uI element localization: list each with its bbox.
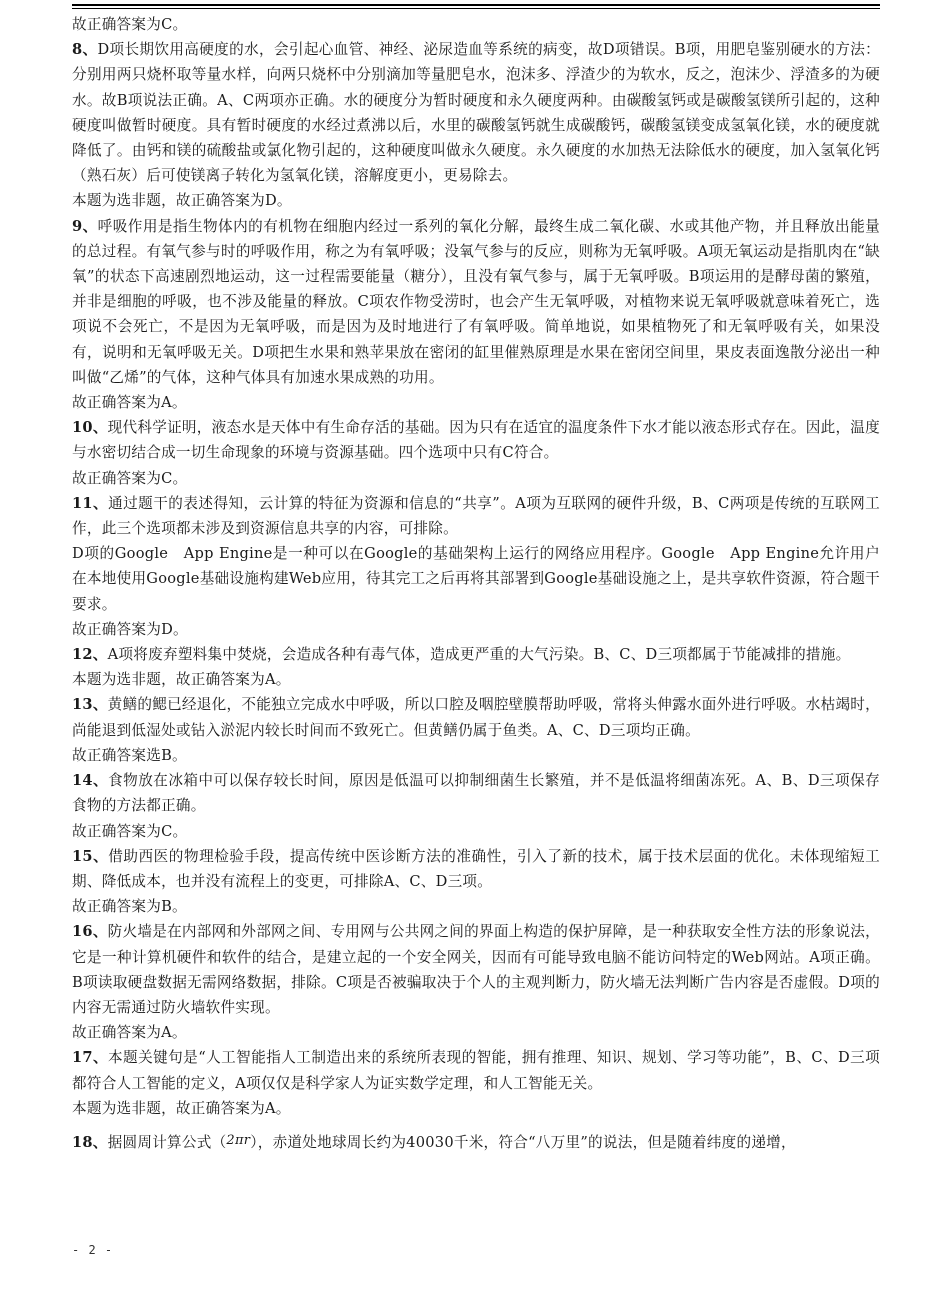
question-text: 食物放在冰箱中可以保存较长时间，原因是低温可以抑制细菌生长繁殖，并不是低温将细菌冻死。A、B、D三项保存食物的方法都正确。 <box>72 772 881 815</box>
question-number: 12、 <box>72 646 108 664</box>
question-10 <box>72 415 880 465</box>
question-number: 13、 <box>72 696 108 714</box>
question-14 <box>72 768 880 818</box>
question-number: 10、 <box>72 419 108 437</box>
question-text: 现代科学证明，液态水是天体中有生命存活的基础。因为只有在适宜的温度条件下水才能以液态形式存在。因此，温度与水密切结合成一切生命现象的环境与资源基础。四个选项中只有C符合。 <box>72 419 880 462</box>
question-number: 8、 <box>72 41 98 59</box>
question-text: D项长期饮用高硬度的水，会引起心血管、神经、泌尿造血等系统的病变，故D项错误。B项，用肥皂鉴别硬水的方法：分别用两只烧杯取等量水样，向两只烧杯中分别滴加等量肥皂水，泡沫多、浮渣少的为软水，反之，泡沫少、浮渣多的为硬水。故B项说法正确。A、C两项亦正确。水的硬度分为暂时硬度和永久硬度两种。由碳酸氢钙或是碳酸氢镁所引起的，这种硬度叫做暂时硬度。具有暂时硬度的水经过煮沸以后，水里的碳酸氢钙就生成碳酸钙，碳酸氢镁变成氢氧化镁，水的硬度就降低了。由钙和镁的硫酸盐或氯化物引起的，这种硬度叫做永久硬度。永久硬度的水加热无法除低水的硬度，加入氢氧化钙（熟石灰）后可使镁离子转化为氢氧化镁，溶解度更小，更易除去。 <box>72 41 880 185</box>
circumference-formula: 2πr <box>226 1132 251 1148</box>
question-text: 呼吸作用是指生物体内的有机物在细胞内经过一系列的氧化分解，最终生成二氧化碳、水或其他产物，并且释放出能量的总过程。有氧气参与时的呼吸作用，称之为有氧呼吸；没氧气参与的反应，则称为无氧呼吸。A项无氧运动是指肌肉在“缺氧”的状态下高速剧烈地运动，这一过程需要能量（糖分），且没有氧气参与，属于无氧呼吸。B项运用的是酵母菌的繁殖，并非是细胞的呼吸，也不涉及能量的释放。C项农作物受涝时，也会产生无氧呼吸，对植物来说无氧呼吸就意味着死亡，选项说不会死亡，不是因为无氧呼吸，而是因为及时地进行了有氧呼吸。简单地说，如果植物死了和无氧呼吸有关，如果没有，说明和无氧呼吸无关。D项把生水果和熟苹果放在密闭的缸里催熟原理是水果在密闭空间里，果皮表面逸散分泌出一种叫做“乙烯”的气体，这种气体具有加速水果成熟的功用。 <box>72 217 881 386</box>
question-text: 借助西医的物理检验手段，提高传统中医诊断方法的准确性，引入了新的技术，属于技术层面的优化。未体现缩短工期、降低成本，也并没有流程上的变更，可排除A、C、D三项。 <box>72 847 880 890</box>
header-rule-thin <box>72 8 880 9</box>
answer-line-13: 故正确答案选B。 <box>72 746 187 764</box>
answer-line-11: 故正确答案为D。 <box>72 620 188 638</box>
question-16 <box>72 919 880 1020</box>
question-text: 通过题干的表述得知，云计算的特征为资源和信息的“共享”。A项为互联网的硬件升级，B、C两项是传统的互联网工作，此三个选项都未涉及到资源信息共享的内容，可排除。 <box>72 494 881 538</box>
header-rule-thick <box>72 4 880 6</box>
answer-line-9: 故正确答案为A。 <box>72 394 187 412</box>
question-number: 16、 <box>72 923 108 941</box>
question-text: 本题关键句是“人工智能指人工制造出来的系统所表现的智能，拥有推理、知识、规划、学习等功能”，B、C、D三项都符合人工智能的定义，A项仅仅是科学家人为证实数学定理，和人工智能无关。 <box>72 1049 880 1092</box>
question-8 <box>72 37 880 188</box>
answer-line-14: 故正确答案为C。 <box>72 822 188 840</box>
question-text: 黄鳝的鳃已经退化，不能独立完成水中呼吸，所以口腔及咽腔壁膜帮助呼吸，常将头伸露水面外进行呼吸。水枯竭时，尚能退到低湿处或钻入淤泥内较长时间而不致死亡。但黄鳝仍属于鱼类。A、C、D三项均正确。 <box>72 696 880 739</box>
question-13 <box>72 692 880 742</box>
answer-line-17: 本题为选非题，故正确答案为A。 <box>72 1099 291 1117</box>
question-15 <box>72 844 880 894</box>
answer-line-10: 故正确答案为C。 <box>72 469 188 487</box>
question-11 <box>72 491 880 541</box>
question-number: 11、 <box>72 494 109 512</box>
question-9 <box>72 214 880 390</box>
question-17 <box>72 1045 880 1095</box>
answer-line-16: 故正确答案为A。 <box>72 1024 187 1042</box>
question-text: A项将废弃塑料集中焚烧，会造成各种有毒气体，造成更严重的大气污染。B、C、D三项都属于节能减排的措施。 <box>107 646 851 664</box>
question-number: 15、 <box>72 847 109 865</box>
question-18 <box>72 1128 880 1155</box>
page-number: - 2 - <box>72 1243 114 1257</box>
question-number: 14、 <box>72 772 109 790</box>
question-12 <box>72 642 880 667</box>
answer-line-15: 故正确答案为B。 <box>72 898 187 916</box>
question-text: 防火墙是在内部网和外部网之间、专用网与公共网之间的界面上构造的保护屏障，是一种获取安全性方法的形象说法，它是一种计算机硬件和软件的结合，是建立起的一个安全网关，因而有可能导致电脑不能访问特定的Web网站。A项正确。B项读取硬盘数据无需网络数据，排除。C项是否被骗取决于个人的主观判断力，防火墙无法判断广告内容是否虚假。D项的内容无需通过防火墙软件实现。 <box>72 923 880 1016</box>
question-number: 17、 <box>72 1049 109 1067</box>
question-text-post: ），赤道处地球周长约为40030千米，符合“八万里”的说法，但是随着纬度的递增， <box>250 1133 796 1151</box>
question-11-continued: D项的Google App Engine是一种可以在Google的基础架构上运行的网络应用程序。Google App Engine允许用户在本地使用Google基础设施构建Web应用，待其完工之后再将其部署到Google基础设施之上，是共享软件资源，符合题干要求。 <box>72 545 880 613</box>
answer-line-prev: 故正确答案为C。 <box>72 16 188 33</box>
question-number: 9、 <box>72 217 98 235</box>
document-body <box>72 12 880 1155</box>
answer-line-8: 本题为选非题，故正确答案为D。 <box>72 192 292 210</box>
question-text-pre: 据圆周计算公式（ <box>107 1133 227 1151</box>
question-number: 18、 <box>72 1133 108 1151</box>
answer-line-12: 本题为选非题，故正确答案为A。 <box>72 671 291 689</box>
